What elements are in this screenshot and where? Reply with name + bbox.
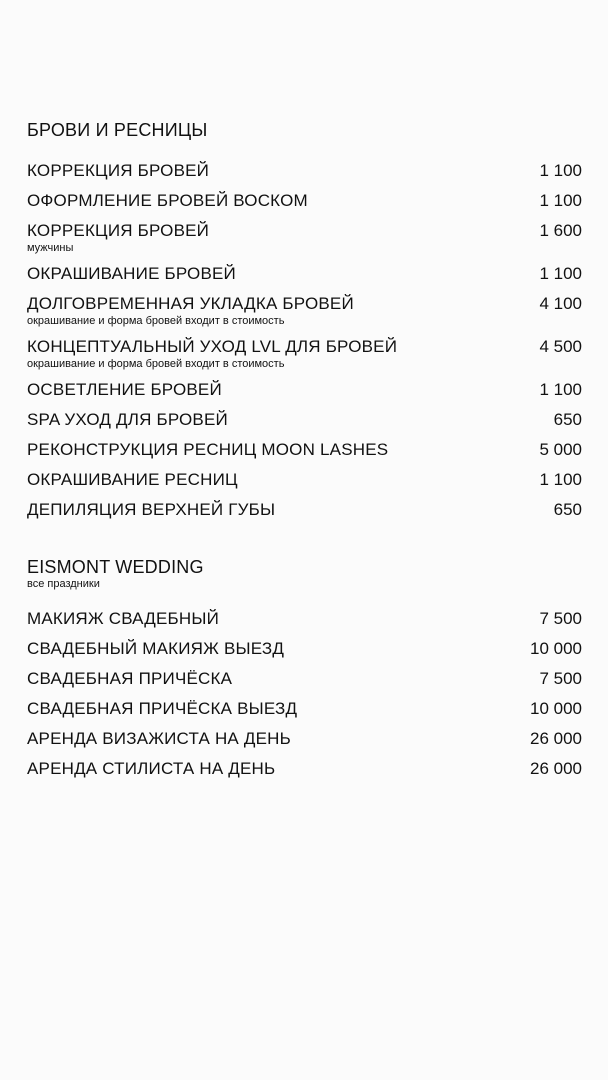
service-text: [27, 160, 209, 181]
service-text: [27, 336, 397, 370]
service-price: 5 000: [539, 440, 582, 459]
price-row: [27, 409, 582, 430]
service-note: мужчины: [27, 242, 74, 254]
service-text: [27, 758, 275, 779]
service-text: [27, 608, 219, 629]
price-row: [27, 638, 582, 659]
service-text: [27, 728, 291, 749]
service-price: 7 500: [539, 669, 582, 688]
service-note: окрашивание и форма бровей входит в стоимость: [27, 315, 285, 327]
price-row: [27, 379, 582, 400]
service-text: [27, 190, 308, 211]
price-row: [27, 698, 582, 719]
service-price: 26 000: [530, 759, 582, 778]
price-row: [27, 758, 582, 779]
price-row: [27, 220, 582, 254]
service-name: МАКИЯЖ СВАДЕБНЫЙ: [27, 609, 220, 628]
service-text: [27, 698, 297, 719]
service-price: 650: [553, 410, 582, 429]
service-name: СВАДЕБНАЯ ПРИЧЁСКА: [27, 669, 233, 688]
service-price: 1 100: [539, 380, 582, 399]
service-price: 10 000: [530, 639, 582, 658]
service-name: СВАДЕБНЫЙ МАКИЯЖ ВЫЕЗД: [27, 639, 285, 658]
service-name: АРЕНДА СТИЛИСТА НА ДЕНЬ: [27, 759, 276, 778]
service-price: 1 600: [539, 221, 582, 240]
service-name: SPA УХОД ДЛЯ БРОВЕЙ: [27, 410, 228, 429]
section-title: EISMONT WEDDING: [27, 557, 204, 577]
service-name: СВАДЕБНАЯ ПРИЧЁСКА ВЫЕЗД: [27, 699, 298, 718]
service-note: окрашивание и форма бровей входит в стоимость: [27, 358, 285, 370]
service-price: 1 100: [539, 264, 582, 283]
price-list-items: [27, 160, 582, 520]
service-name: ОСВЕТЛЕНИЕ БРОВЕЙ: [27, 380, 222, 399]
service-price: 10 000: [530, 699, 582, 718]
price-row: [27, 336, 582, 370]
price-row: [27, 439, 582, 460]
service-name: ДОЛГОВРЕМЕННАЯ УКЛАДКА БРОВЕЙ: [27, 294, 354, 313]
service-text: [27, 379, 222, 400]
price-row: [27, 668, 582, 689]
service-text: [27, 668, 232, 689]
service-price: 1 100: [539, 191, 582, 210]
service-price: 650: [553, 500, 582, 519]
service-name: РЕКОНСТРУКЦИЯ РЕСНИЦ MOON LASHES: [27, 440, 389, 459]
service-name: КОНЦЕПТУАЛЬНЫЙ УХОД LVL ДЛЯ БРОВЕЙ: [27, 337, 398, 356]
service-price: 4 500: [539, 337, 582, 356]
service-name: ОКРАШИВАНИЕ БРОВЕЙ: [27, 264, 236, 283]
service-price: 7 500: [539, 609, 582, 628]
price-section: [27, 119, 582, 520]
service-text: [27, 439, 388, 460]
service-price: 1 100: [539, 161, 582, 180]
price-row: [27, 608, 582, 629]
price-list-items: [27, 608, 582, 779]
service-name: ОКРАШИВАНИЕ РЕСНИЦ: [27, 470, 238, 489]
service-text: [27, 220, 209, 254]
service-name: КОРРЕКЦИЯ БРОВЕЙ: [27, 161, 210, 180]
service-text: [27, 638, 284, 659]
price-section: [27, 556, 582, 779]
section-header: [27, 556, 582, 590]
service-name: ОФОРМЛЕНИЕ БРОВЕЙ ВОСКОМ: [27, 191, 308, 210]
service-name: АРЕНДА ВИЗАЖИСТА НА ДЕНЬ: [27, 729, 291, 748]
price-row: [27, 293, 582, 327]
price-row: [27, 263, 582, 284]
price-row: [27, 469, 582, 490]
section-title: БРОВИ И РЕСНИЦЫ: [27, 120, 208, 140]
service-text: [27, 499, 275, 520]
service-name: ДЕПИЛЯЦИЯ ВЕРХНЕЙ ГУБЫ: [27, 500, 276, 519]
price-row: [27, 160, 582, 181]
service-text: [27, 409, 228, 430]
section-subtitle: все праздники: [27, 578, 100, 590]
service-text: [27, 293, 354, 327]
service-text: [27, 469, 238, 490]
service-name: КОРРЕКЦИЯ БРОВЕЙ: [27, 221, 210, 240]
price-list: [27, 119, 582, 815]
section-header: [27, 119, 582, 141]
service-text: [27, 263, 236, 284]
price-row: [27, 499, 582, 520]
service-price: 26 000: [530, 729, 582, 748]
price-row: [27, 190, 582, 211]
price-row: [27, 728, 582, 749]
service-price: 4 100: [539, 294, 582, 313]
service-price: 1 100: [539, 470, 582, 489]
